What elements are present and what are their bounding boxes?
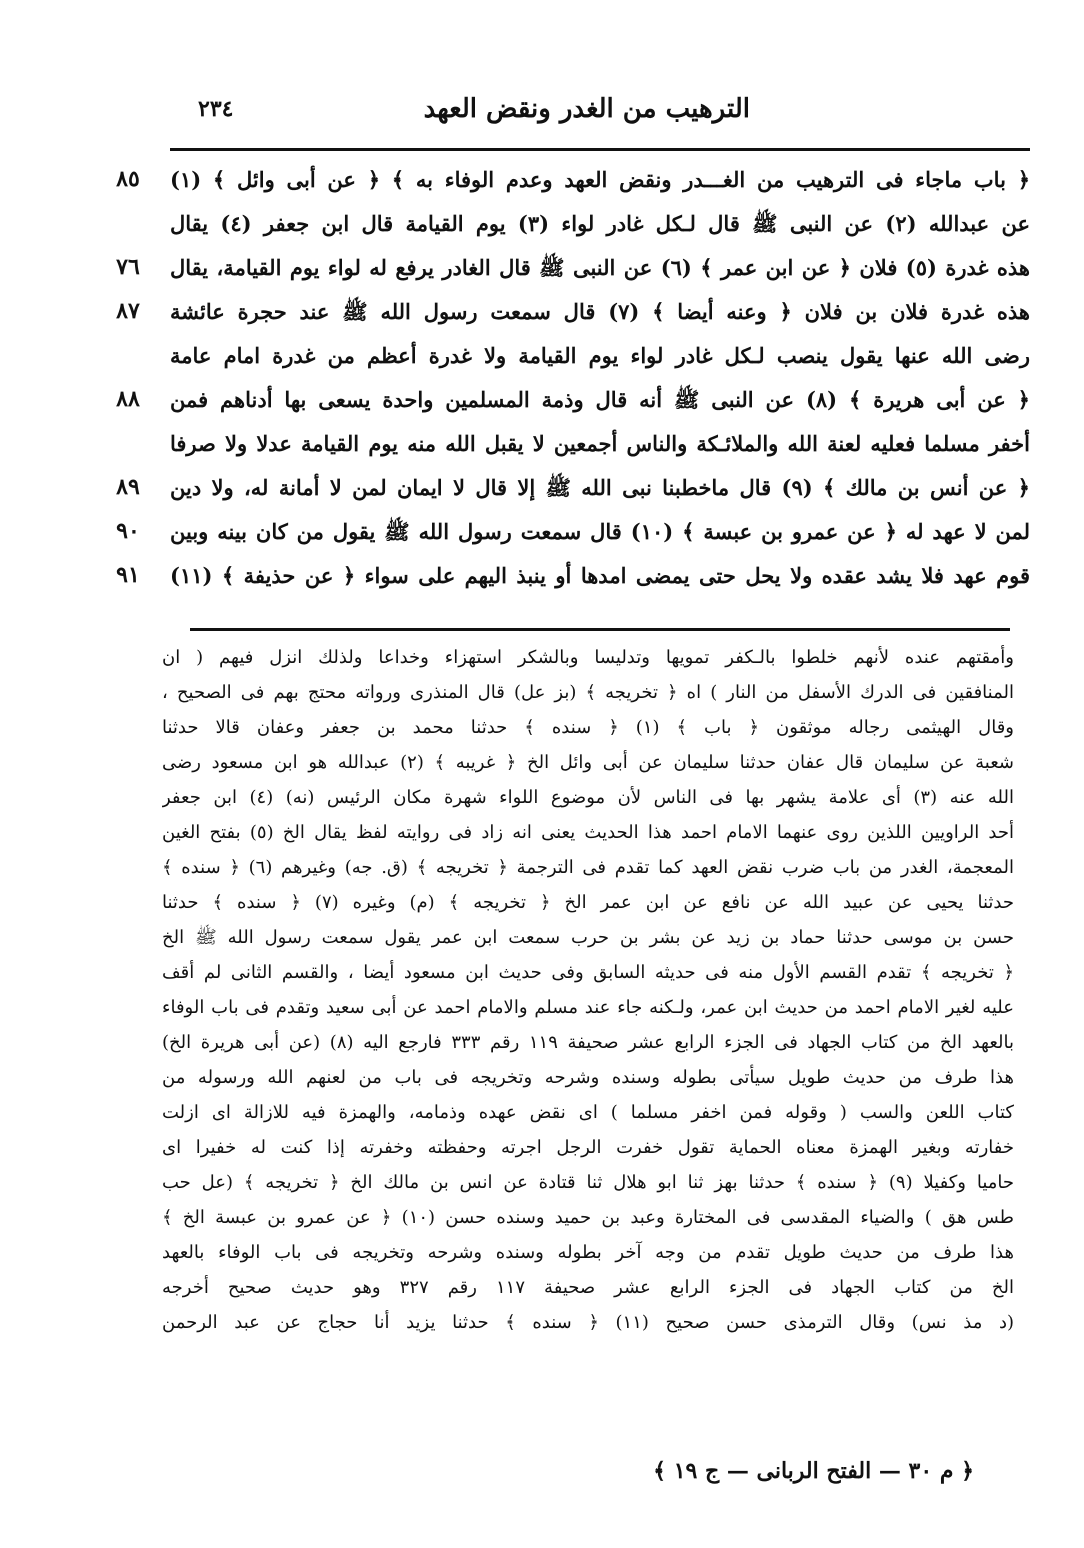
hadith-number: ٧٦ — [116, 254, 140, 280]
section-divider — [190, 628, 1010, 631]
page-number: ٢٣٤ — [198, 96, 234, 122]
page-footer: ﴿ م ٣٠ — الفتح الربانى — ج ١٩ ﴾ — [653, 1458, 974, 1484]
commentary-line: طس هق ) والضياء المقدسى فى المختارة وعبد بن حميد وسنده حسن (١٠) ﴿ عن عمرو بن عبسة الخ ﴾ — [162, 1207, 1014, 1228]
commentary-line: ﴿ تخريجه ﴾ تقدم القسم الأول منه فى حديثه السابق وفى حديث ابن مسعود أيضا ، والقسم الثانى لم أقف — [162, 962, 1014, 983]
main-text-line: لمن لا عهد له ﴿ عن عمرو بن عبسة ﴾ (١٠) قال سمعت رسول الله ﷺ يقول من كان بينه وبين — [170, 519, 1030, 544]
commentary-line: حسن بن موسى حدثنا حماد بن زيد عن بشر بن حرب سمعت ابن عمر يقول سمعت رسول الله ﷺ الخ — [162, 927, 1014, 948]
commentary-line: وأمقتهم عنده لأنهم خلطوا بالـكفر تمويها وتدليسا وبالشكر استهزاء وخداعا ولذلك انزل فيهم ( ان — [162, 647, 1014, 668]
main-text-line: أخفر مسلما فعليه لعنة الله والملائـكة والناس أجمعين لا يقبل الله منه يوم القيامة عدلا ولا صرفا — [170, 431, 1030, 456]
hadith-number: ٨٥ — [116, 166, 140, 192]
commentary-line: المنافقين فى الدرك الأسفل من النار ) اه ﴿ تخريجه ﴾ (بز عل) قال المنذرى ورواته محتج بهم فى الصحيح ، — [162, 682, 1014, 703]
running-title: الترهيب من الغدر ونقض العهد — [423, 94, 750, 124]
main-text-line: ﴿ عن أبى هريرة ﴾ (٨) عن النبى ﷺ أنه قال وذمة المسلمين واحدة يسعى بها أدناهم فمن — [170, 387, 1030, 412]
hadith-number: ٩٠ — [116, 518, 140, 544]
hadith-number: ٨٨ — [116, 386, 140, 412]
commentary-line: المعجمة، الغدر من باب ضرب نقض العهد كما تقدم فى الترجمة ﴿ تخريجه ﴾ (ق. جه) وغيرهم (٦) ﴿ سنده ﴾ — [162, 857, 1014, 878]
main-text-line: هذه غدرة فلان بن فلان ﴿ وعنه أيضا ﴾ (٧) قال سمعت رسول الله ﷺ عند حجرة عائشة — [170, 299, 1030, 324]
main-text-line: قوم عهد فلا يشد عقده ولا يحل حتى يمضى امدها أو ينبذ اليهم على سواء ﴿ عن حذيفة ﴾ (١١) — [170, 563, 1030, 588]
main-hadith-text — [170, 158, 1030, 598]
commentary-line: هذا طرف من حديث طويل سيأتى بطوله وسنده وشرحه وتخريجه فى باب من لعنهم الله ورسوله من — [162, 1067, 1014, 1088]
commentary-line: شعبة عن سليمان قال عفان حدثنا سليمان عن أبى وائل الخ ﴿ غريبه ﴾ (٢) عبدالله هو ابن مسعود رضى — [162, 752, 1014, 773]
hadith-number: ٩١ — [116, 562, 140, 588]
main-text-line: ﴿ عن أنس بن مالك ﴾ (٩) قال ماخطبنا نبى الله ﷺ إلا قال لا ايمان لمن لا أمانة له، ولا دين — [170, 475, 1030, 500]
commentary-line: كتاب اللعن والسب ( وقوله فمن اخفر مسلما ) اى نقض عهده وذمامه، والهمزة فيه للازالة اى ازلت — [162, 1102, 1014, 1123]
commentary-line: خفارته وبغير الهمزة معناه الحماية تقول خفرت الرجل اجرته وحفظته وخفرته إذا كنت له خفيرا اى — [162, 1137, 1014, 1158]
main-text-line: هذه غدرة (٥) فلان ﴿ عن ابن عمر ﴾ (٦) عن النبى ﷺ قال الغادر يرفع له لواء يوم القيامة، يقال — [170, 255, 1030, 280]
commentary-line: حدثنا يحيى عن عبيد الله عن نافع عن ابن عمر الخ ﴿ تخريجه ﴾ (م) وغيره (٧) ﴿ سنده ﴾ حدثنا — [162, 892, 1014, 913]
commentary-line: الله عنه (٣) أى علامة يشهر بها فى الناس لأن موضوع اللواء شهرة مكان الرئيس (نه) (٤) ابن جعفر — [162, 787, 1014, 808]
commentary-line: عليه لغير الامام احمد من حديث ابن عمر، ولـكنه جاء عند مسلم والامام احمد عن أبى سعيد وتقدم فى باب الوفاء — [162, 997, 1014, 1018]
commentary-line: الخ من كتاب الجهاد فى الجزء الرابع عشر صحيفة ١١٧ رقم ٣٢٧ وهو حديث صحيح أخرجه — [162, 1277, 1014, 1298]
main-text-line: رضى الله عنها يقول ينصب لـكل غادر لواء يوم القيامة ولا غدرة أعظم من غدرة امام عامة — [170, 343, 1030, 368]
commentary-text — [162, 640, 1014, 1340]
page-header — [190, 92, 750, 132]
hadith-number: ٨٩ — [116, 474, 140, 500]
commentary-line: حاميا وكفيلا (٩) ﴿ سنده ﴾ حدثنا بهز ثنا ابو هلال ثنا قتادة عن انس بن مالك الخ ﴿ تخريجه ﴾ (عل حب — [162, 1172, 1014, 1193]
commentary-line: وقال الهيثمى رجاله موثقون ﴿ باب ﴾ (١) ﴿ سنده ﴾ حدثنا محمد بن جعفر وعفان قالا حدثنا — [162, 717, 1014, 738]
main-text-line: ﴿ باب ماجاء فى الترهيب من الغـــدر ونقض العهد وعدم الوفاء به ﴾ ﴿ عن أبى وائل ﴾ (١) — [170, 167, 1030, 192]
commentary-line: بالعهد الخ من كتاب الجهاد فى الجزء الرابع عشر صحيفة ١١٩ رقم ٣٣٣ فارجع اليه (٨) (عن أبى هريرة الخ) — [162, 1032, 1014, 1053]
header-rule — [170, 148, 1030, 151]
commentary-line: هذا طرف من حديث طويل تقدم من وجه آخر بطوله وسنده وشرحه وتخريجه فى باب الوفاء بالعهد — [162, 1242, 1014, 1263]
main-text-line: عن عبدالله (٢) عن النبى ﷺ قال لـكل غادر لواء (٣) يوم القيامة قال ابن جعفر (٤) يقال — [170, 211, 1030, 236]
commentary-line: (د مذ نس) وقال الترمذى حسن صحيح (١١) ﴿ سنده ﴾ حدثنا يزيد أنا حجاج عن عبد الرحمن — [162, 1312, 1014, 1333]
commentary-line: أحد الراويين اللذين روى عنهما الامام احمد هذا الحديث يعنى انه زاد فى روايته لفظ يقال الخ (٥) بفتح الغين — [162, 822, 1014, 843]
hadith-number: ٨٧ — [116, 298, 140, 324]
